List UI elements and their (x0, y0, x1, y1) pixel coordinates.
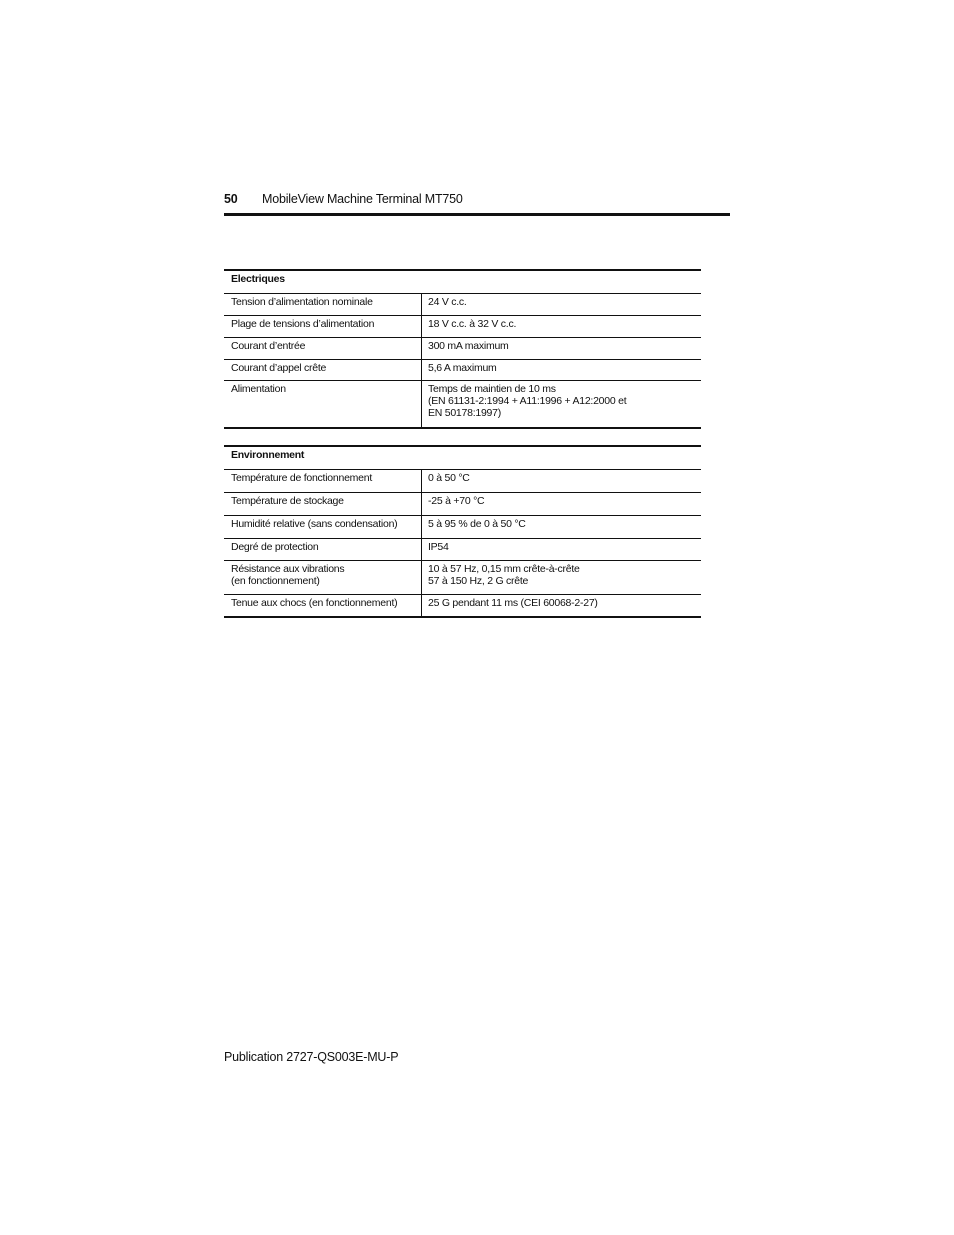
spec-value-line: 57 à 150 Hz, 2 G crête (428, 575, 529, 587)
table-row (224, 470, 701, 493)
table-row (224, 316, 701, 338)
spec-value: 5 à 95 % de 0 à 50 °C (422, 516, 702, 539)
spec-label-line: (en fonctionnement) (231, 575, 320, 587)
spec-label (224, 561, 422, 595)
spec-value-line: 10 à 57 Hz, 0,15 mm crête-à-crête (428, 563, 580, 575)
table-header-row (224, 270, 701, 294)
table-row (224, 294, 701, 316)
spec-label: Température de stockage (224, 493, 422, 516)
document-title: MobileView Machine Terminal MT750 (262, 192, 463, 206)
table-row (224, 561, 701, 595)
spec-label: Plage de tensions d’alimentation (224, 316, 422, 338)
spec-label: Courant d’appel crête (224, 360, 422, 381)
table-row (224, 493, 701, 516)
table-header-row (224, 446, 701, 470)
table-row (224, 360, 701, 381)
spec-value-line: Temps de maintien de 10 ms (428, 383, 556, 395)
table-row (224, 516, 701, 539)
spec-value: 0 à 50 °C (422, 470, 702, 493)
environment-specs-table (224, 445, 701, 618)
table-row (224, 539, 701, 561)
spec-label-line: Résistance aux vibrations (231, 563, 345, 575)
spec-value (422, 561, 702, 595)
electrical-heading: Electriques (224, 270, 701, 294)
spec-value: 18 V c.c. à 32 V c.c. (422, 316, 702, 338)
spec-value: 300 mA maximum (422, 338, 702, 360)
spec-value: 24 V c.c. (422, 294, 702, 316)
spec-label: Humidité relative (sans condensation) (224, 516, 422, 539)
spec-label: Tenue aux chocs (en fonctionnement) (224, 595, 422, 617)
page-number: 50 (224, 192, 238, 206)
page-header (224, 192, 730, 216)
table-row (224, 338, 701, 360)
spec-label: Alimentation (224, 381, 422, 428)
spec-value: 5,6 A maximum (422, 360, 702, 381)
environment-heading: Environnement (224, 446, 701, 470)
spec-value: IP54 (422, 539, 702, 561)
spec-label: Courant d’entrée (224, 338, 422, 360)
publication-number: Publication 2727-QS003E-MU-P (224, 1050, 399, 1064)
table-row (224, 381, 701, 428)
spec-value: -25 à +70 °C (422, 493, 702, 516)
electrical-specs-table (224, 269, 701, 429)
spec-label: Tension d’alimentation nominale (224, 294, 422, 316)
spec-value (422, 381, 702, 428)
table-row (224, 595, 701, 617)
spec-label: Température de fonctionnement (224, 470, 422, 493)
spec-value: 25 G pendant 11 ms (CEI 60068-2-27) (422, 595, 702, 617)
spec-label: Degré de protection (224, 539, 422, 561)
spec-value-line: (EN 61131-2:1994 + A11:1996 + A12:2000 et (428, 395, 627, 407)
spec-value-line: EN 50178:1997) (428, 407, 501, 419)
